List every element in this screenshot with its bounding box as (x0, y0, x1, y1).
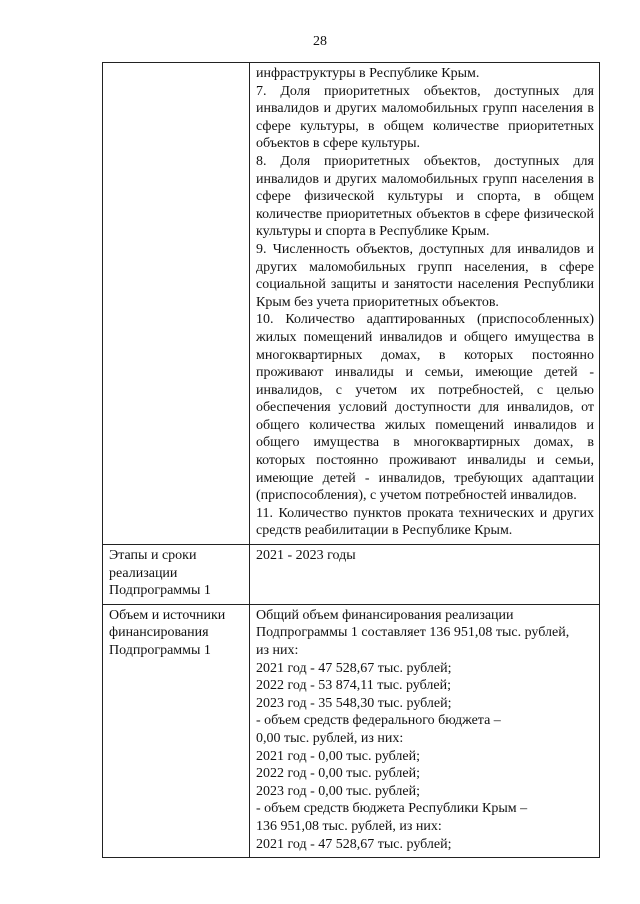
financing-line: 2021 год - 47 528,67 тыс. рублей; (256, 836, 452, 852)
financing-line: - объем средств федерального бюджета – (256, 713, 501, 729)
indicator-8: 8. Доля приоритетных объектов, доступных для инвалидов и других маломобильных групп населения в сфере физической культуры и спорта, в общем количестве приоритетных объектов в сфере физической культуры и спорта в Республике Крым. (256, 153, 594, 240)
financing-line: из них: (256, 643, 299, 658)
row-label-indicators (103, 63, 250, 545)
indicator-9: 9. Численность объектов, доступных для инвалидов и других маломобильных групп населения, в сфере социальной защиты и занятости населения Республики Крым без учета приоритетных объектов. (256, 241, 594, 310)
financing-line: Подпрограммы 1 составляет 136 951,08 тыс. рублей, (256, 625, 570, 641)
financing-line: 0,00 тыс. рублей, из них: (256, 730, 404, 746)
financing-line: 2021 год - 0,00 тыс. рублей; (256, 748, 421, 764)
table-row-indicators (103, 63, 600, 545)
financing-line: 2023 год - 0,00 тыс. рублей; (256, 783, 421, 799)
stages-label: Этапы и сроки реализации Подпрограммы 1 (103, 545, 250, 605)
financing-line: 2023 год - 35 548,30 тыс. рублей; (256, 695, 452, 711)
financing-line: 2021 год - 47 528,67 тыс. рублей; (256, 660, 452, 676)
table-row-financing (103, 604, 600, 857)
financing-line: 2022 год - 0,00 тыс. рублей; (256, 766, 421, 782)
financing-label: Объем и источники финансирования Подпрограммы 1 (103, 604, 250, 857)
indicator-10: 10. Количество адаптированных (приспособленных) жилых помещений инвалидов и общего имущества в многоквартирных домах, в которых постоянно проживают инвалиды и семьи, имеющие детей - инвалидов, с учетом их потребностей, с целью обеспечения условий доступности для инвалидов, от общего количества жилых помещений инвалидов и общего имущества в многоквартирных домах, в которых постоянно проживают инвалиды и семьи, имеющие детей - инвалидов, требующих адаптации (приспособления), с учетом потребностей инвалидов. (256, 312, 594, 504)
page-number: 28 (313, 34, 327, 49)
financing-line: - объем средств бюджета Республики Крым – (256, 801, 528, 817)
passport-table (102, 62, 600, 858)
financing-line: 136 951,08 тыс. рублей, из них: (256, 818, 442, 834)
table-row-stages (103, 545, 600, 605)
indicator-text-infrastructure: инфраструктуры в Республике Крым. (256, 66, 480, 81)
indicator-7: 7. Доля приоритетных объектов, доступных для инвалидов и других маломобильных групп населения в сфере культуры, в общем количестве приоритетных объектов в сфере культуры. (256, 83, 594, 152)
indicators-cell (250, 63, 600, 545)
financing-cell (250, 604, 600, 857)
financing-line: Общий объем финансирования реализации (256, 607, 514, 623)
financing-line: 2022 год - 53 874,11 тыс. рублей; (256, 678, 451, 694)
stages-value: 2021 - 2023 годы (250, 545, 600, 605)
indicator-11: 11. Количество пунктов проката технических и других средств реабилитации в Республике Крым. (256, 505, 594, 539)
